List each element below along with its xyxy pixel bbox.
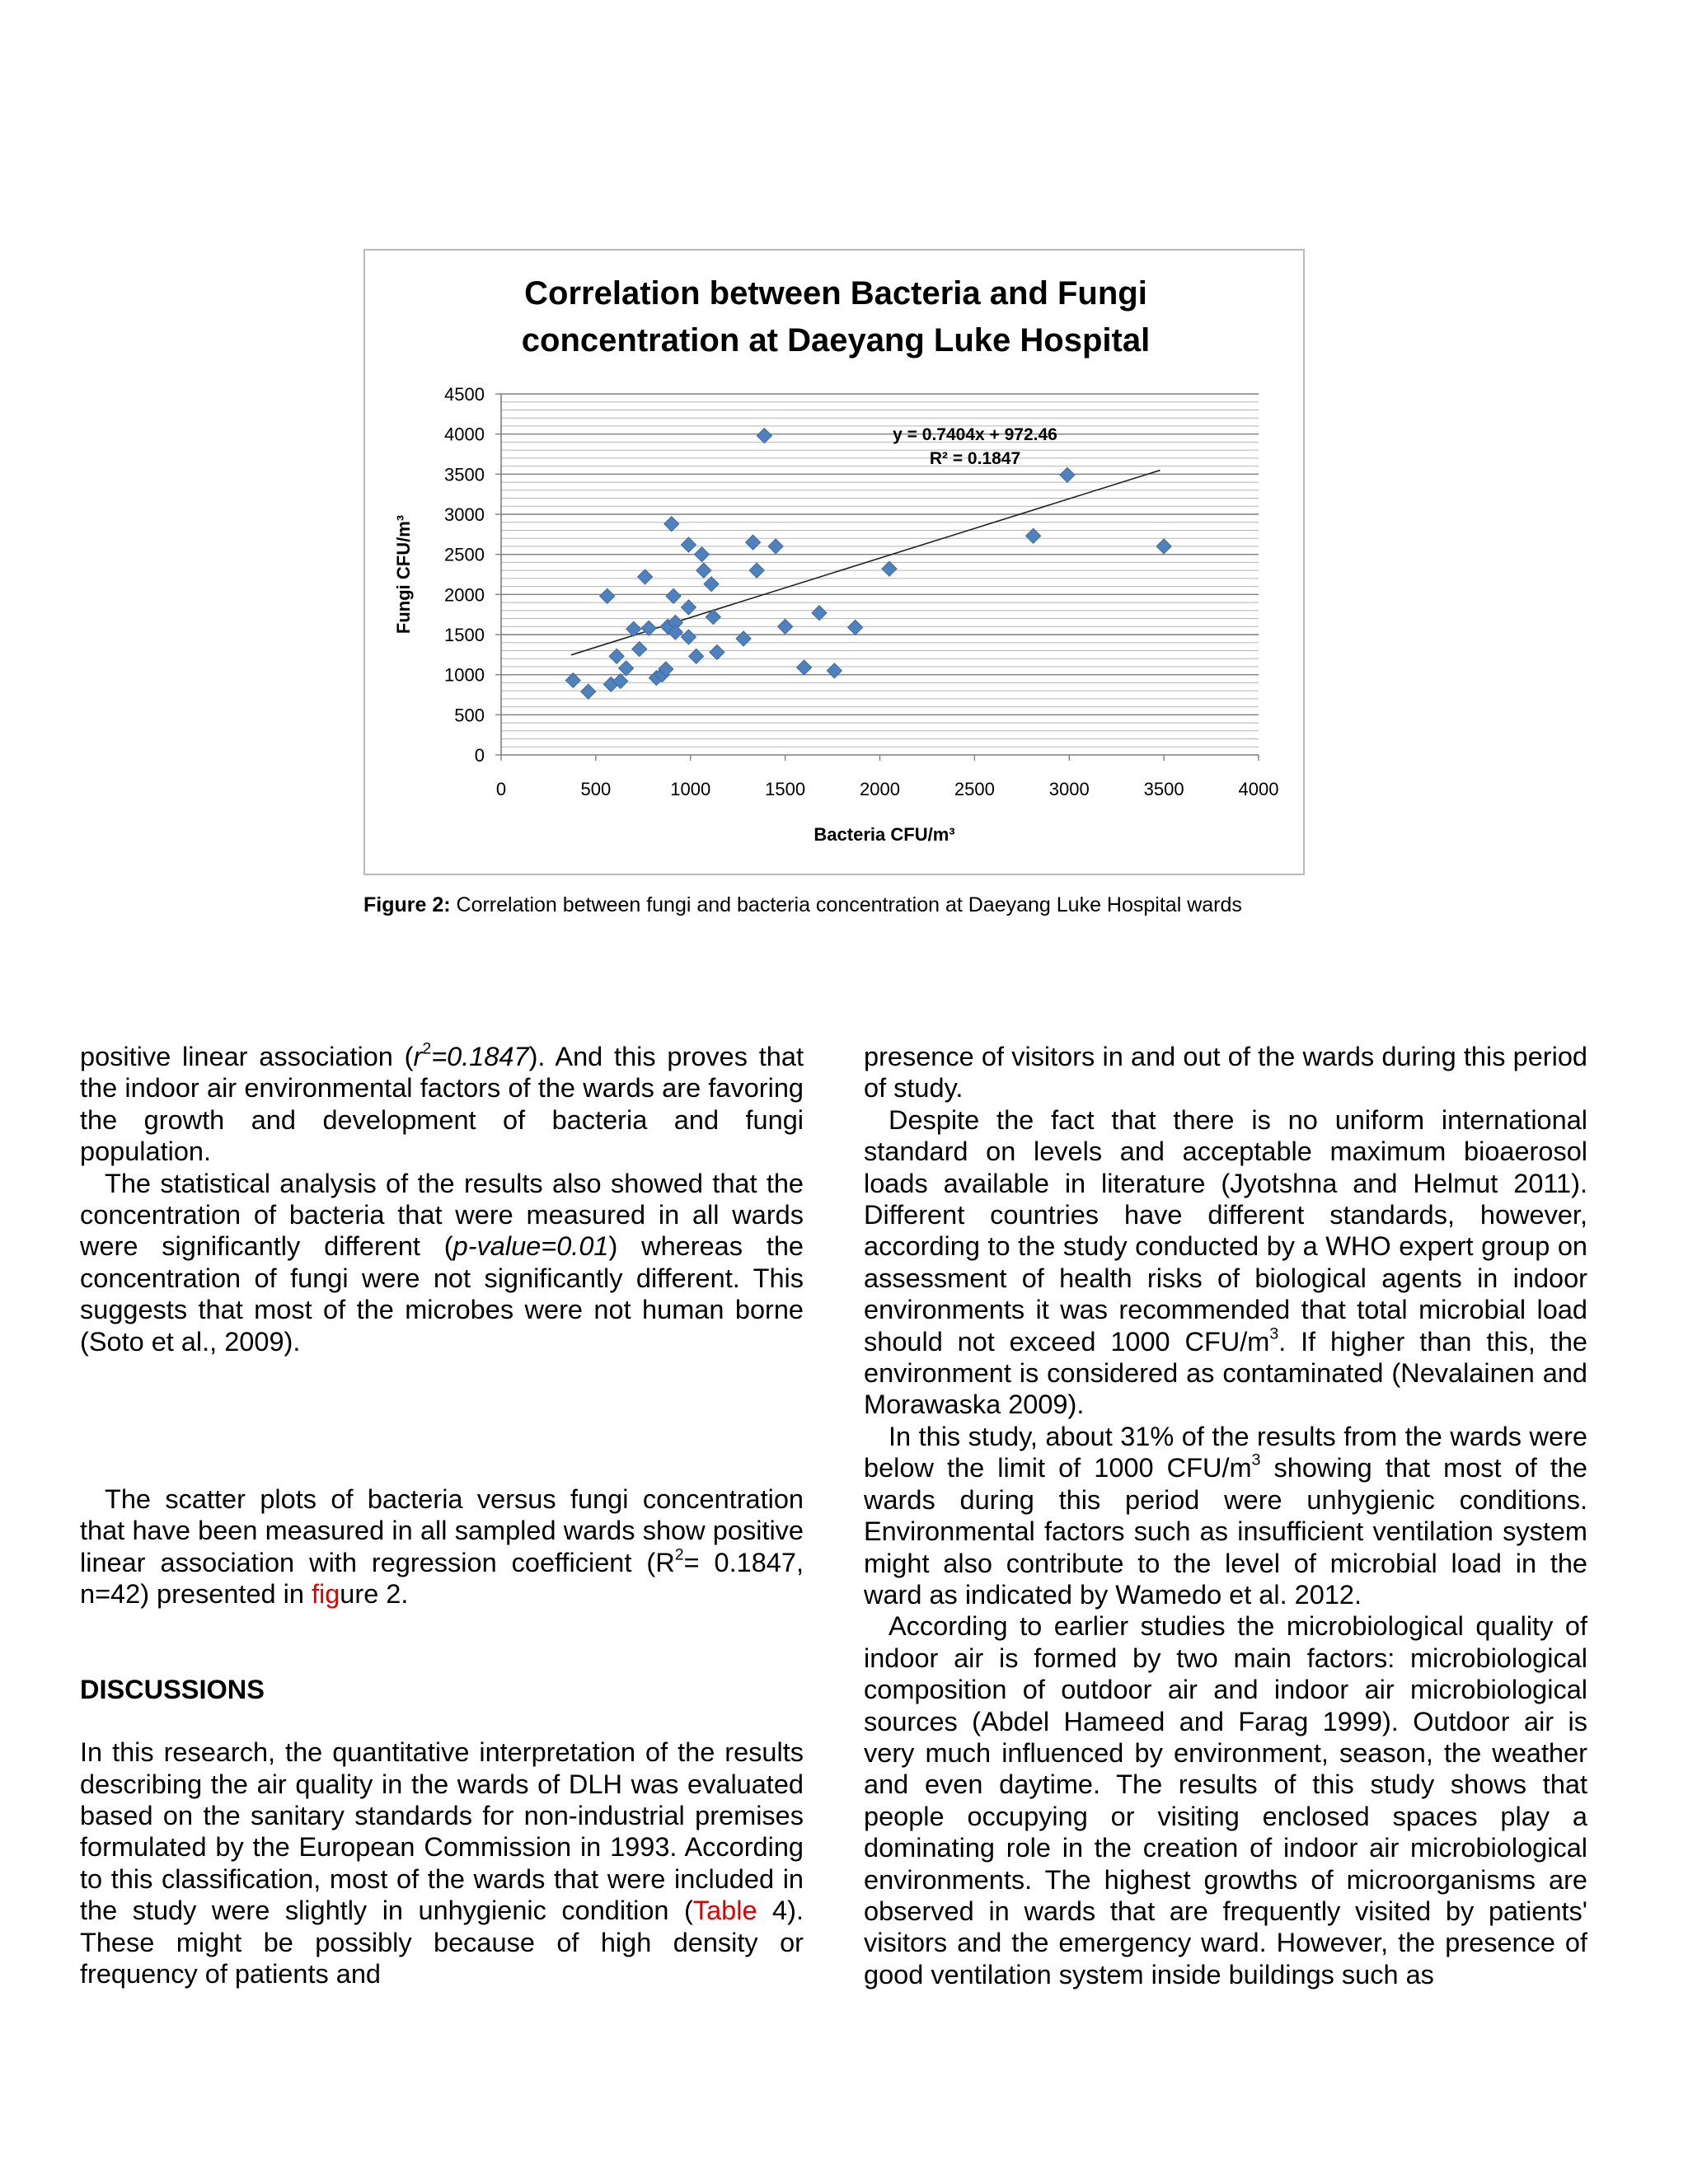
x-tick-label: 2000 xyxy=(860,779,900,799)
data-point xyxy=(681,630,696,644)
scatter-chart xyxy=(365,251,1306,877)
data-point xyxy=(882,561,897,576)
r-value: =0.1847 xyxy=(431,1042,529,1071)
data-point xyxy=(757,429,771,443)
data-point xyxy=(666,588,681,603)
paragraph xyxy=(80,1041,804,1168)
data-point xyxy=(689,649,704,663)
x-tick-label: 4000 xyxy=(1238,779,1279,799)
data-point xyxy=(581,684,596,699)
data-point xyxy=(641,621,656,635)
data-point xyxy=(609,649,624,663)
data-point xyxy=(1156,539,1171,554)
r-squared-label: R² = 0.1847 xyxy=(929,449,1021,468)
x-tick-label: 2500 xyxy=(954,779,995,799)
left-column xyxy=(80,1041,804,1990)
paragraph xyxy=(864,1104,1587,1421)
data-point xyxy=(600,588,615,603)
data-point xyxy=(778,619,793,634)
text: Despite the fact that there is no uniform international standard on levels and acceptable maximum bioaerosol loads available in literature (Jyotshna and Helmut 2011). Different countries have different standards, however, according to the study conducted by a WHO expert group on assessment of health risks of biological agents in indoor environments it was recommended that total microbial load should not exceed 1000 CFU/m xyxy=(864,1104,1587,1357)
paragraph xyxy=(864,1421,1587,1610)
text: 4). These might be possibly because of high density or frequency of patients and xyxy=(80,1896,804,1989)
data-point xyxy=(848,620,863,635)
paragraph: According to earlier studies the microbiological quality of indoor air is formed by two main factors: microbiological composition of outdoor air and indoor air microbiological sources (Abdel Hameed and Farag 1999). Outdoor air is very much influenced by environment, season, the weather and even daytime. The results of this study shows that people occupying or visiting enclosed spaces play a dominating role in the creation of indoor air microbiological environments. The highest growths of microorganisms are observed in wards that are frequently visited by patients' visitors and the emergency ward. However, the presence of good ventilation system inside buildings such as xyxy=(864,1611,1587,1990)
text: showing that most of the wards during this period were unhygienic conditions. Environmental factors such as insufficient ventilation system might also contribute to the level of microbial load in the ward as indicated by Wamedo et al. 2012. xyxy=(864,1453,1588,1610)
superscript: 3 xyxy=(1269,1324,1279,1343)
data-point xyxy=(749,563,764,578)
paragraph xyxy=(80,1483,804,1610)
chart-title-line2: concentration at Daeyang Luke Hospital xyxy=(521,322,1151,359)
data-point xyxy=(1060,467,1075,482)
figure-caption xyxy=(363,892,1435,918)
r-symbol: r xyxy=(413,1042,423,1071)
section-heading: DISCUSSIONS xyxy=(80,1674,265,1704)
figure-link[interactable]: fig xyxy=(311,1579,340,1610)
text: ure 2. xyxy=(340,1579,409,1610)
grid-lines xyxy=(501,394,1259,747)
chart-title-line1: Correlation between Bacteria and Fungi xyxy=(524,275,1147,312)
y-tick-label: 3000 xyxy=(444,504,485,525)
data-point xyxy=(638,569,653,584)
tick-labels xyxy=(444,384,1278,799)
text: In this research, the quantitative interpretation of the results describing the air quality in the wards of DLH was evaluated based on the sanitary standards for non-industrial premises formulated by the European Commission in 1993. According to this classification, most of the wards that were included in the study were slightly in unhygienic condition ( xyxy=(80,1737,804,1926)
y-tick-label: 500 xyxy=(454,705,485,726)
data-point xyxy=(797,660,812,675)
text: The statistical analysis of the results also showed that the concentration of bacteria that were measured in all wards were significantly different ( xyxy=(80,1168,804,1262)
y-tick-label: 3500 xyxy=(444,464,485,485)
y-tick-label: 4000 xyxy=(444,424,485,445)
text: ) whereas the concentration of fungi were not significantly different. This suggests that most of the microbes were not human borne (Soto et al., 2009). xyxy=(80,1231,804,1357)
data-point xyxy=(632,642,647,657)
superscript: 2 xyxy=(674,1545,684,1564)
x-tick-label: 3000 xyxy=(1048,779,1090,799)
superscript: 3 xyxy=(1251,1451,1261,1469)
data-point xyxy=(768,539,783,554)
p-value: p-value=0.01 xyxy=(452,1231,609,1262)
text: . If higher than this, the environment is considered as contaminated (Nevalainen and Morawaska 2009). xyxy=(864,1326,1587,1420)
right-column xyxy=(864,1041,1587,1990)
data-point xyxy=(710,644,724,659)
axes xyxy=(501,394,1259,755)
x-tick-label: 1000 xyxy=(670,779,711,799)
data-point xyxy=(619,661,634,676)
paragraph: presence of visitors in and out of the wards during this period of study. xyxy=(864,1042,1587,1104)
data-point xyxy=(746,535,761,550)
superscript: 2 xyxy=(422,1039,432,1058)
data-point xyxy=(827,663,842,678)
data-point xyxy=(696,563,711,578)
data-point xyxy=(695,547,710,562)
text: = 0.1847, n=42) presented in xyxy=(80,1547,804,1610)
y-tick-label: 1500 xyxy=(444,625,485,645)
x-tick-label: 3500 xyxy=(1143,779,1184,799)
x-axis-label: Bacteria CFU/m³ xyxy=(814,824,955,845)
y-tick-label: 1000 xyxy=(444,664,485,686)
table-link[interactable]: Table xyxy=(692,1896,757,1926)
data-point xyxy=(664,517,679,532)
x-tick-label: 1500 xyxy=(765,779,806,799)
text: In this study, about 31% of the results from the wards were below the limit of 1000 CFU/m xyxy=(864,1421,1587,1483)
text: The scatter plots of bacteria versus fungi concentration that have been measured in all sampled wards show positive linear association with regression coefficient (R xyxy=(80,1484,804,1577)
data-point xyxy=(704,577,719,592)
paragraph xyxy=(80,1736,804,1990)
y-tick-label: 2500 xyxy=(444,544,485,565)
caption-text: Correlation between fungi and bacteria concentration at Daeyang Luke Hospital wards xyxy=(450,893,1242,916)
chart-figure xyxy=(363,249,1305,875)
data-point xyxy=(812,606,827,621)
y-tick-label: 2000 xyxy=(444,584,485,606)
text: positive linear association ( xyxy=(80,1042,414,1071)
regression-equation: y = 0.7404x + 972.46 xyxy=(893,425,1057,444)
data-point xyxy=(736,631,751,646)
text: ). And this proves that the indoor air environmental factors of the wards are favoring the growth and development of bacteria and fungi population. xyxy=(80,1042,804,1167)
caption-label: Figure 2: xyxy=(363,893,451,916)
y-tick-label: 0 xyxy=(474,745,485,766)
y-axis-label: Fungi CFU/m³ xyxy=(393,514,414,635)
paragraph xyxy=(80,1168,804,1357)
y-tick-label: 4500 xyxy=(444,384,485,405)
data-point xyxy=(1026,528,1041,543)
x-tick-label: 0 xyxy=(495,779,507,799)
data-point xyxy=(681,537,696,552)
x-tick-label: 500 xyxy=(580,779,612,799)
